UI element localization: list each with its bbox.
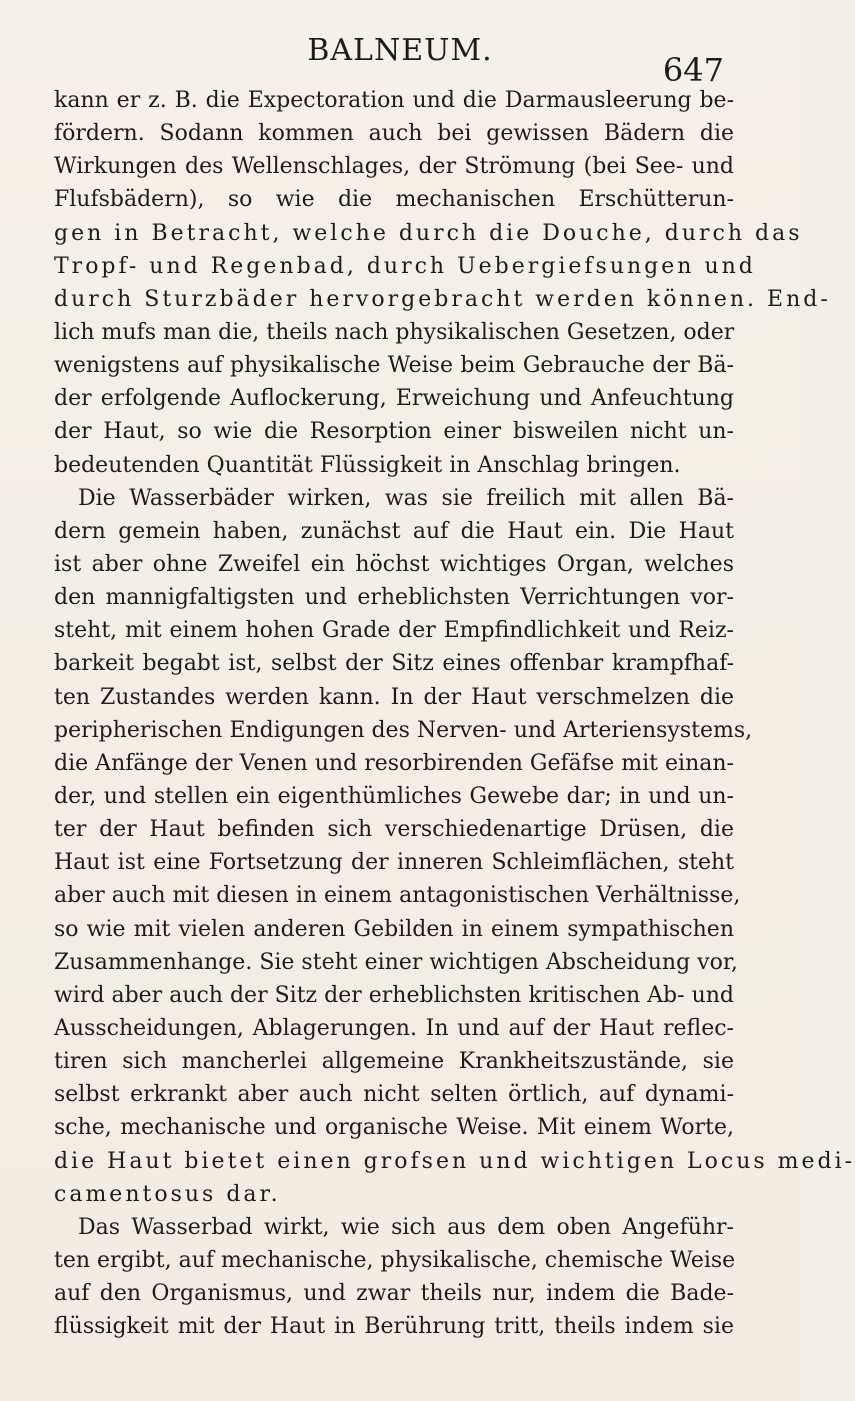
text-line-15: ist aber ohne Zweifel ein höchst wichtiges Organ, welches xyxy=(54,551,734,577)
text-line-23: ter der Haut befinden sich verschiedenartige Drüsen, die xyxy=(54,817,734,843)
text-line-12: bedeutenden Quantität Flüssigkeit in Anschlag bringen. xyxy=(54,452,681,478)
running-head: BALNEUM. xyxy=(307,33,493,68)
text-line-35: Das Wasserbad wirkt, wie sich aus dem oben Angeführ- xyxy=(78,1214,734,1240)
text-line-8: lich mufs man die, theils nach physikalischen Gesetzen, oder xyxy=(54,319,735,345)
text-line-32: sche, mechanische und organische Weise. Mit einem Worte, xyxy=(54,1115,734,1141)
text-line-11: der Haut, so wie die Resorption einer bisweilen nicht un- xyxy=(54,419,734,445)
page-number: 647 xyxy=(662,51,724,89)
text-line-30: tiren sich mancherlei allgemeine Krankheitszustände, sie xyxy=(54,1049,734,1075)
text-line-3: Wirkungen des Wellenschlages, der Strömung (bei See- und xyxy=(54,154,734,180)
text-line-20: peripherischen Endigungen des Nerven- und Arteriensystems, xyxy=(54,717,753,743)
text-line-38: flüssigkeit mit der Haut in Berührung tritt, theils indem sie xyxy=(54,1314,734,1340)
text-line-10: der erfolgende Auflockerung, Erweichung und Anfeuchtung xyxy=(54,386,734,412)
text-line-14: dern gemein haben, zunächst auf die Haut ein. Die Haut xyxy=(54,518,734,544)
text-line-21: die Anfänge der Venen und resorbirenden Gefäfse mit einan- xyxy=(54,750,734,776)
text-line-19: ten Zustandes werden kann. In der Haut verschmelzen die xyxy=(54,684,734,710)
text-line-27: Zusammenhange. Sie steht einer wichtigen Abscheidung vor, xyxy=(54,949,738,975)
text-line-18: barkeit begabt ist, selbst der Sitz eines offenbar krampfhaf- xyxy=(54,651,734,677)
text-line-37: auf den Organismus, und zwar theils nur, indem die Bade- xyxy=(54,1281,734,1307)
text-line-24: Haut ist eine Fortsetzung der inneren Schleimflächen, steht xyxy=(54,850,734,876)
text-line-2: fördern. Sodann kommen auch bei gewissen Bädern die xyxy=(54,121,734,147)
text-line-33: die Haut bietet einen grofsen und wichtigen Locus medi- xyxy=(54,1148,855,1174)
text-line-28: wird aber auch der Sitz der erheblichsten kritischen Ab- und xyxy=(54,982,734,1008)
text-line-16: den mannigfaltigsten und erheblichsten Verrichtungen vor- xyxy=(54,585,734,611)
text-line-25: aber auch mit diesen in einem antagonistischen Verhältnisse, xyxy=(54,883,741,909)
body-text xyxy=(54,84,855,1374)
text-line-26: so wie mit vielen anderen Gebilden in einem sympathischen xyxy=(54,916,734,942)
text-line-31: selbst erkrankt aber auch nicht selten örtlich, auf dynami- xyxy=(54,1082,734,1108)
text-line-29: Ausscheidungen, Ablagerungen. In und auf der Haut reflec- xyxy=(54,1015,734,1041)
text-line-6: Tropf- und Regenbad, durch Uebergiefsungen und xyxy=(54,253,756,279)
text-line-7: durch Sturzbäder hervorgebracht werden können. End- xyxy=(54,286,831,312)
text-line-5: gen in Betracht, welche durch die Douche, durch das xyxy=(54,220,803,246)
text-line-1: kann er z. B. die Expectoration und die Darmausleerung be- xyxy=(54,88,734,113)
text-line-13: Die Wasserbäder wirken, was sie freilich mit allen Bä- xyxy=(78,485,734,511)
text-line-22: der, und stellen ein eigenthümliches Gewebe dar; in und un- xyxy=(54,783,734,809)
text-line-4: Flufsbädern), so wie die mechanischen Erschütterun- xyxy=(54,187,734,213)
text-line-34: camentosus dar. xyxy=(54,1181,281,1207)
text-line-17: steht, mit einem hohen Grade der Empfindlichkeit und Reiz- xyxy=(54,618,734,644)
text-line-36: ten ergibt, auf mechanische, physikalische, chemische Weise xyxy=(54,1247,736,1273)
text-line-9: wenigstens auf physikalische Weise beim Gebrauche der Bä- xyxy=(54,353,734,379)
page-header xyxy=(0,20,800,89)
